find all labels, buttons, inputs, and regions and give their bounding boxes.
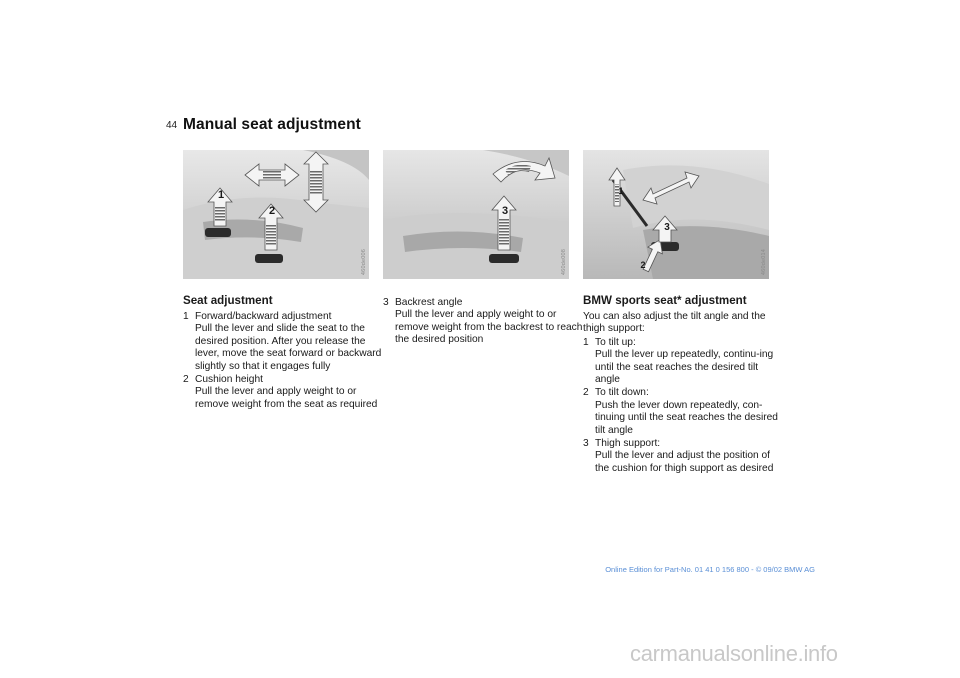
fore-aft-lever <box>205 228 231 237</box>
item-number: 2 <box>183 374 189 386</box>
sports-seat-figure <box>583 150 769 279</box>
item-number: 1 <box>583 336 589 348</box>
item-title: Backrest angle <box>395 297 463 308</box>
sports-seat-section <box>583 294 779 476</box>
seat-adjustment-section <box>183 294 383 412</box>
seat-illustration-2 <box>383 150 569 279</box>
item-text: Pull the lever and apply weight to or remove weight from the backrest to reach the desired position <box>395 309 583 346</box>
seat-illustration-3 <box>583 150 769 279</box>
page-number: 44 <box>166 120 178 131</box>
backrest-figure <box>383 150 569 279</box>
callout-1: 1 <box>217 189 225 201</box>
list-item <box>583 387 779 437</box>
list-item <box>183 311 383 373</box>
figure-code: 460de008 <box>561 248 567 275</box>
item-text: Push the lever down repeatedly, con-tinuing until the seat reaches the desired tilt angle <box>595 399 778 436</box>
height-arrow-hatch <box>310 170 322 194</box>
item-title: Forward/backward adjustment <box>195 311 332 322</box>
lever-3-arrow-hatch <box>499 218 509 246</box>
figure-code: 460de006 <box>361 248 367 275</box>
callout-3: 3 <box>501 205 509 217</box>
item-number: 3 <box>583 438 589 450</box>
item-text: Pull the lever up repeatedly, continu-ing until the seat reaches the desired tilt angle <box>595 349 774 386</box>
item-text: Pull the lever and adjust the position of the cushion for thigh support as desired <box>595 450 774 474</box>
seat-illustration-1 <box>183 150 369 279</box>
height-lever <box>255 254 283 263</box>
callout-1: 1 <box>618 186 624 196</box>
callout-3: 3 <box>664 222 670 233</box>
watermark: carmanualsonline.info <box>630 641 838 666</box>
seat-adjustment-heading: Seat adjustment <box>183 294 273 307</box>
item-text: Pull the lever and slide the seat to the desired position. After you release the lever, move the seat forward or backward slightly so that it engages fully <box>195 323 382 372</box>
page-title: Manual seat adjustment <box>183 116 361 133</box>
list-item <box>583 438 779 475</box>
item-number: 1 <box>183 311 189 322</box>
item-title: Cushion height <box>195 374 263 386</box>
figure-code: 460de014 <box>761 248 767 275</box>
item-number: 2 <box>583 387 589 399</box>
seat-adjustment-figure <box>183 150 369 279</box>
backrest-section <box>383 297 583 348</box>
item-number: 3 <box>383 297 389 308</box>
sports-seat-heading: BMW sports seat* adjustment <box>583 294 747 307</box>
sports-seat-intro: You can also adjust the tilt angle and the thigh support: <box>583 311 766 335</box>
backrest-lever <box>489 254 519 263</box>
fore-aft-arrow-hatch <box>263 171 281 179</box>
callout-2: 2 <box>268 205 276 217</box>
callout-2: 2 <box>640 260 646 270</box>
item-title: To tilt up: <box>595 336 636 348</box>
lever-2-arrow-hatch <box>266 224 276 246</box>
edition-footer: Online Edition for Part-No. 01 41 0 156 800 - © 09/02 BMW AG <box>605 565 815 574</box>
list-item <box>183 374 383 411</box>
item-title: Thigh support: <box>595 438 661 450</box>
item-text: Pull the lever and apply weight to or remove weight from the seat as required <box>195 386 378 410</box>
list-item <box>383 297 583 347</box>
item-title: To tilt down: <box>595 387 649 399</box>
lever-1-arrow-hatch <box>215 206 225 222</box>
list-item <box>583 337 779 387</box>
